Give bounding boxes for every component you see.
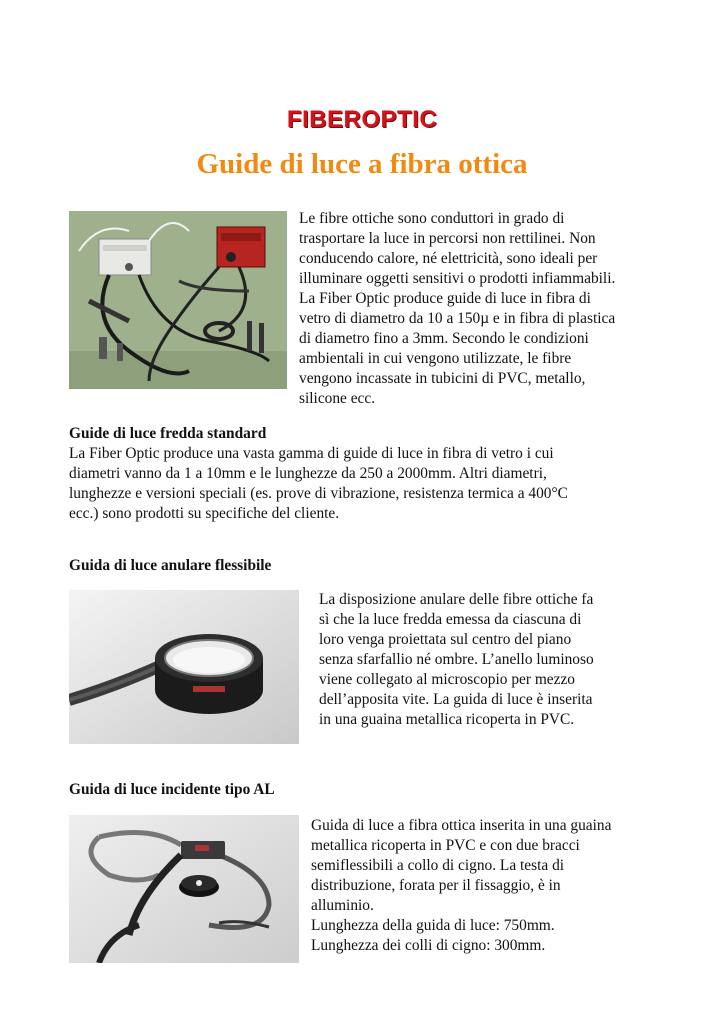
section-text-ring: La disposizione anulare delle fibre ottiche fa sì che la luce fredda emessa da ciascuna di loro venga proiettata sul centro del piano senza sfarfallio né ombre. L’anello luminoso viene collegato al microscopio per mezzo dell’apposita vite. La guida di luce è inserita in una guaina metallica ricoperta in PVC. (319, 591, 594, 728)
ring-light-guide-photo (69, 590, 299, 744)
section-heading-incident: Guida di luce incidente tipo AL (69, 781, 275, 798)
page-title: Guide di luce a fibra ottica (196, 148, 528, 180)
section-text-incident: Guida di luce a fibra ottica inserita in una guaina metallica ricoperta in PVC e con due bracci semiflessibili a collo di cigno. La testa di distribuzione, forata per il fissaggio, è in alluminio. Lunghezza della guida di luce: 750mm. Lunghezza dei colli di cigno: 300mm. (311, 817, 612, 954)
fiber-optic-assortment-photo (69, 211, 287, 389)
fiberoptic-logo: FIBEROPTIC (286, 106, 438, 133)
gooseneck-light-guide-photo (69, 815, 299, 963)
section-heading-standard: Guide di luce fredda standard (69, 425, 267, 442)
section-heading-ring: Guida di luce anulare flessibile (69, 557, 272, 574)
intro-text: Le fibre ottiche sono conduttori in grado di trasportare la luce in percorsi non rettilinei. Non conducendo calore, né elettricità, sono ideali per illuminare oggetti sensitivi o prodotti infiammabili. La Fiber Optic produce guide di luce in fibra di vetro di diametro da 10 a 150µ e in fibra di plastica di diametro fino a 3mm. Secondo le condizioni ambientali in cui vengono utilizzate, le fibre vengono incassate in tubicini di PVC, metallo, silicone ecc. (299, 210, 616, 407)
section-text-standard: La Fiber Optic produce una vasta gamma di guide di luce in fibra di vetro i cui diametri vanno da 1 a 10mm e le lunghezze da 250 a 2000mm. Altri diametri, lunghezze e versioni speciali (es. prove di vibrazione, resistenza termica a 400°C ecc.) sono prodotti su specifiche del cliente. (69, 445, 568, 522)
